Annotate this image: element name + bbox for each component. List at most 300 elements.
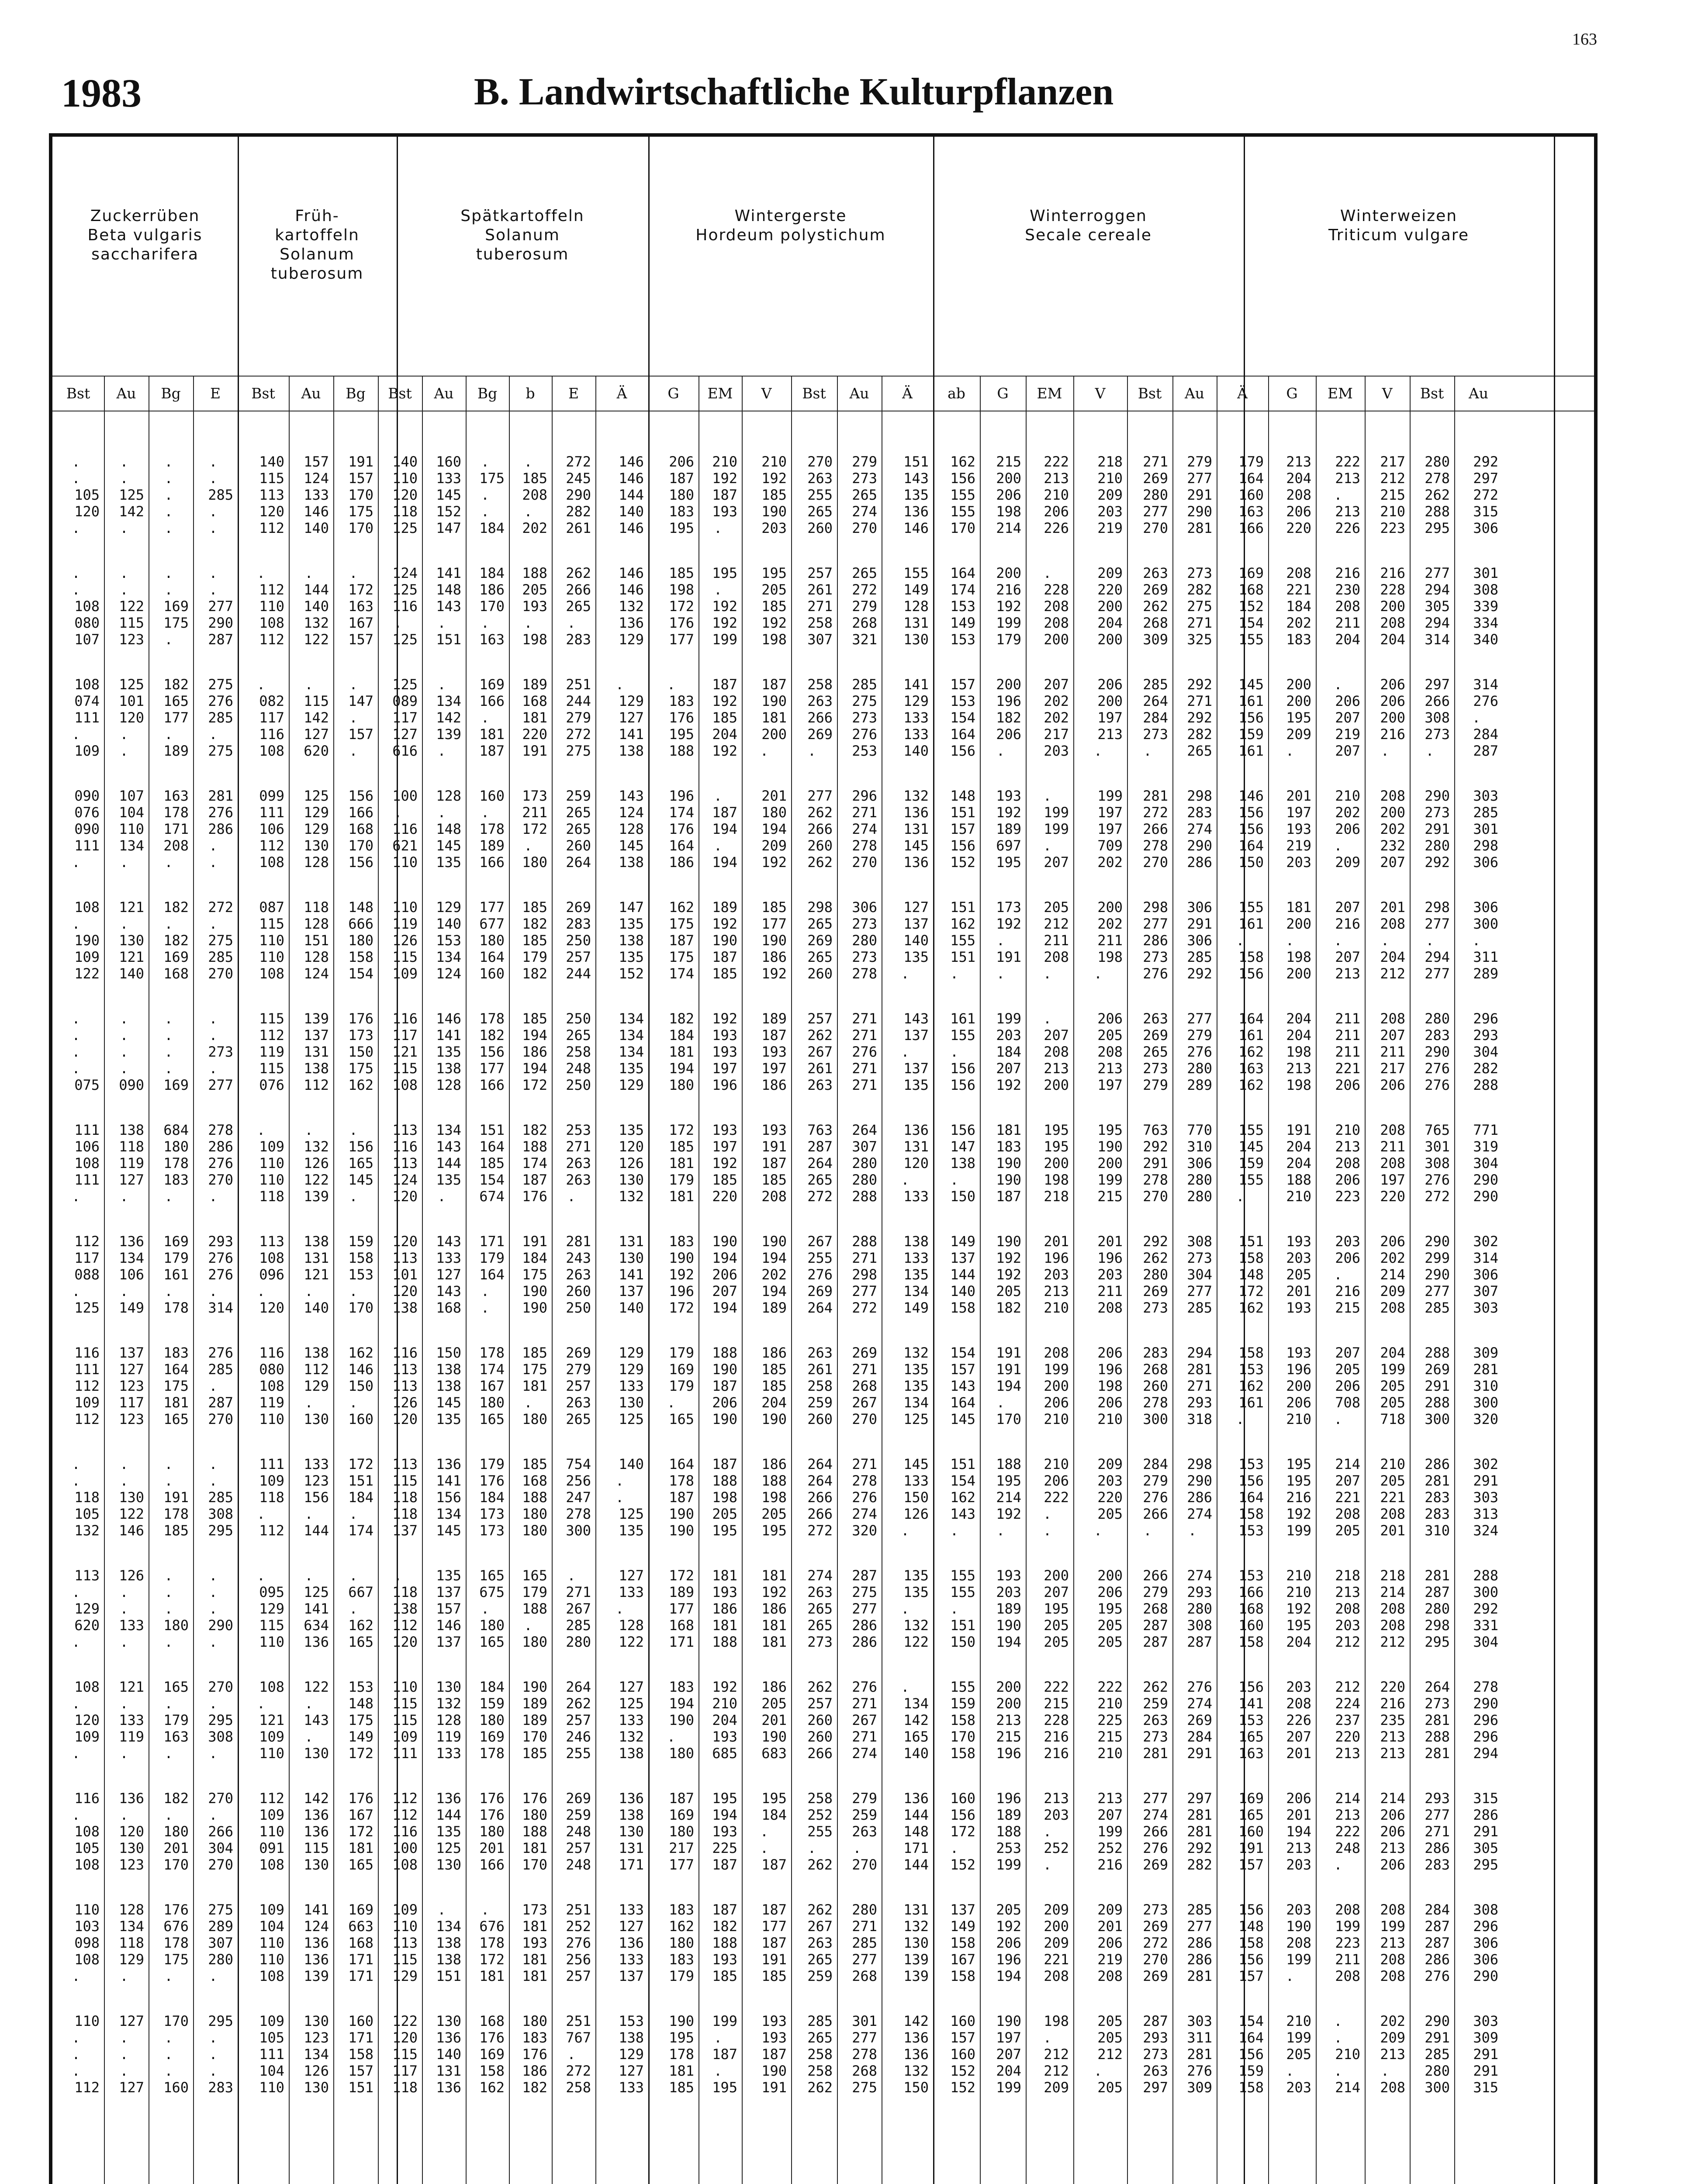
table-cell: 176	[522, 2046, 547, 2063]
table-cell: .	[72, 581, 80, 598]
table-cell: 188	[522, 1823, 547, 1840]
table-cell: 108	[74, 1155, 100, 1171]
table-cell: 250	[566, 1010, 591, 1027]
table-cell: 170	[950, 520, 975, 536]
table-cell: 206	[1097, 1344, 1123, 1361]
table-cell: 271	[852, 1361, 877, 1378]
table-cell: 270	[1143, 1188, 1168, 1205]
table-cell: 135	[619, 1522, 644, 1539]
table-cell: 192	[996, 1250, 1021, 1266]
table-cell: 190	[761, 1233, 787, 1250]
page-year: 1983	[61, 71, 142, 115]
table-cell: 195	[712, 2079, 737, 2096]
table-cell: 110	[259, 1823, 284, 1840]
table-cell: 203	[996, 1584, 1021, 1600]
table-cell: 180	[163, 1138, 189, 1155]
table-cell: 214	[1380, 1790, 1405, 1807]
table-cell: 199	[996, 615, 1021, 631]
table-cell: 210	[1286, 1411, 1311, 1427]
table-cell: 181	[522, 1378, 547, 1394]
table-cell: 285	[852, 676, 877, 693]
table-cell: .	[437, 804, 446, 821]
table-cell: 160	[479, 965, 505, 982]
table-cell: 120	[119, 1823, 144, 1840]
table-cell: 276	[208, 693, 233, 709]
table-cell: 206	[1044, 503, 1069, 520]
table-cell: 188	[712, 1472, 737, 1489]
table-cell: 291	[1425, 821, 1450, 837]
table-cell: 213	[1335, 965, 1360, 982]
table-cell: 162	[1238, 1378, 1264, 1394]
table-cell: .	[164, 453, 173, 470]
column-header: Au	[301, 384, 321, 402]
table-cell: .	[901, 1679, 909, 1695]
table-cell: 180	[761, 804, 787, 821]
table-cell: 208	[1380, 1506, 1405, 1522]
table-cell: 182	[163, 676, 189, 693]
table-cell: 216	[996, 581, 1021, 598]
table-cell: 213	[1335, 1807, 1360, 1823]
table-cell: 138	[436, 1361, 461, 1378]
table-cell: 269	[566, 1790, 591, 1807]
table-cell: 250	[566, 1299, 591, 1316]
table-cell: 272	[208, 899, 233, 916]
table-cell: 206	[1286, 1394, 1311, 1411]
table-cell: .	[164, 2046, 173, 2063]
table-cell: 169	[479, 1728, 505, 1745]
table-cell: 718	[1380, 1411, 1405, 1427]
table-cell: 208	[1380, 2079, 1405, 2096]
table-cell: 277	[1425, 916, 1450, 932]
table-cell: 244	[566, 693, 591, 709]
table-cell: .	[901, 1044, 909, 1060]
table-cell: 300	[1473, 1394, 1498, 1411]
table-cell: 193	[712, 1728, 737, 1745]
table-cell: .	[950, 1044, 959, 1060]
column-header: Bg	[346, 384, 366, 402]
table-cell: 272	[1425, 1188, 1450, 1205]
table-cell: 158	[950, 1745, 975, 1762]
table-cell: 271	[852, 1918, 877, 1935]
column-header: Au	[434, 384, 454, 402]
table-cell: 124	[436, 965, 461, 982]
table-cell: 134	[903, 1394, 929, 1411]
table-cell: 185	[522, 899, 547, 916]
table-cell: 160	[163, 2079, 189, 2096]
table-cell: 197	[712, 1060, 737, 1077]
column-header: Au	[1184, 384, 1205, 402]
table-cell: .	[164, 1060, 173, 1077]
table-cell: 158	[1238, 1935, 1264, 1951]
table-cell: 277	[1425, 1807, 1450, 1823]
table-cell: 207	[1097, 1807, 1123, 1823]
group-title: Wintergerste Hordeum polystichum	[695, 207, 886, 244]
table-cell: 266	[1425, 693, 1450, 709]
table-cell: 195	[1286, 1456, 1311, 1472]
table-cell: 194	[712, 854, 737, 871]
table-cell: 200	[1097, 1567, 1123, 1584]
table-cell: 135	[903, 949, 929, 965]
table-cell: 112	[304, 1361, 329, 1378]
table-cell: .	[164, 1567, 173, 1584]
table-cell: 219	[1097, 1951, 1123, 1968]
table-cell: 204	[712, 726, 737, 743]
table-cell: 306	[1187, 1155, 1212, 1171]
table-cell: 305	[1473, 1840, 1498, 1856]
table-cell: 209	[1097, 1901, 1123, 1918]
table-cell: 176	[348, 1790, 373, 1807]
table-cell: 206	[1286, 503, 1311, 520]
table-cell: 269	[1143, 581, 1168, 598]
table-cell: 202	[1335, 804, 1360, 821]
table-cell: 164	[1238, 1489, 1264, 1506]
table-cell: .	[164, 1472, 173, 1489]
table-cell: 167	[950, 1951, 975, 1968]
table-cell: 168	[163, 965, 189, 982]
table-cell: 271	[566, 1584, 591, 1600]
table-cell: 158	[348, 1250, 373, 1266]
table-cell: 192	[712, 693, 737, 709]
table-cell: 191	[522, 1233, 547, 1250]
table-cell: .	[209, 503, 218, 520]
table-cell: 288	[1425, 1394, 1450, 1411]
table-cell: 285	[1187, 1901, 1212, 1918]
table-cell: 120	[259, 503, 284, 520]
table-cell: .	[209, 1060, 218, 1077]
table-cell: 133	[119, 1712, 144, 1728]
table-cell: 278	[1143, 1394, 1168, 1411]
table-cell: 211	[1335, 615, 1360, 631]
table-cell: 292	[1143, 1138, 1168, 1155]
table-cell: 090	[74, 788, 100, 804]
table-cell: 246	[566, 1728, 591, 1745]
table-cell: 770	[1187, 1122, 1212, 1138]
table-cell: 263	[807, 1584, 833, 1600]
table-cell: 274	[1187, 1506, 1212, 1522]
table-cell: 215	[1335, 1299, 1360, 1316]
table-cell: 180	[522, 1506, 547, 1522]
table-cell: 185	[761, 1968, 787, 1984]
table-cell: 124	[392, 1171, 418, 1188]
table-cell: 157	[1238, 1856, 1264, 1873]
table-cell: 144	[304, 1522, 329, 1539]
table-cell: 148	[348, 899, 373, 916]
table-cell: 190	[669, 2013, 694, 2029]
table-cell: 260	[807, 837, 833, 854]
table-cell: 270	[1143, 520, 1168, 536]
table-cell: 151	[348, 2079, 373, 2096]
table-cell: 211	[1335, 1010, 1360, 1027]
table-cell: 207	[1286, 1728, 1311, 1745]
table-cell: 183	[996, 1138, 1021, 1155]
table-cell: 136	[903, 503, 929, 520]
table-cell: 146	[619, 470, 644, 487]
table-cell: 193	[1286, 1299, 1311, 1316]
table-cell: 217	[1380, 453, 1405, 470]
table-cell: 324	[1473, 1522, 1498, 1539]
table-cell: 113	[392, 1361, 418, 1378]
table-cell: 174	[950, 581, 975, 598]
table-cell: 111	[74, 709, 100, 726]
table-cell: 179	[996, 631, 1021, 648]
table-cell: 121	[304, 1266, 329, 1283]
table-cell: 118	[392, 2079, 418, 2096]
table-cell: 192	[712, 1155, 737, 1171]
table-cell: .	[437, 1901, 446, 1918]
table-cell: .	[209, 470, 218, 487]
column-header: G	[1286, 384, 1298, 402]
table-cell: 205	[996, 1901, 1021, 1918]
table-cell: 277	[1425, 565, 1450, 581]
table-cell: 283	[1425, 1856, 1450, 1873]
table-cell: 273	[807, 1634, 833, 1650]
table-cell: 148	[903, 1823, 929, 1840]
table-cell: 137	[903, 1027, 929, 1044]
table-cell: 161	[1238, 693, 1264, 709]
table-cell: 120	[392, 1283, 418, 1299]
table-cell: 204	[1286, 1155, 1311, 1171]
table-cell: 223	[1335, 1188, 1360, 1205]
table-cell: .	[481, 1299, 490, 1316]
table-cell: 164	[950, 726, 975, 743]
table-cell: 188	[996, 1823, 1021, 1840]
table-cell: 275	[566, 743, 591, 759]
table-cell: 116	[392, 1138, 418, 1155]
table-cell: 178	[163, 804, 189, 821]
table-cell: 160	[1238, 487, 1264, 503]
table-cell: 156	[950, 837, 975, 854]
table-cell: 318	[1187, 1411, 1212, 1427]
table-cell: .	[120, 1027, 128, 1044]
table-cell: 123	[119, 1856, 144, 1873]
table-cell: .	[1043, 565, 1052, 581]
table-cell: 172	[1238, 1283, 1264, 1299]
table-cell: .	[481, 1901, 490, 1918]
table-cell: 182	[522, 965, 547, 982]
table-cell: 311	[1187, 2029, 1212, 2046]
column-header: Bst	[1420, 384, 1444, 402]
table-cell: 277	[1187, 1283, 1212, 1299]
table-cell: 096	[259, 1266, 284, 1283]
table-cell: 125	[619, 1695, 644, 1712]
table-cell: 170	[348, 487, 373, 503]
table-cell: 136	[903, 1122, 929, 1138]
table-cell: .	[524, 503, 533, 520]
table-cell: 222	[1335, 453, 1360, 470]
table-cell: 190	[712, 1361, 737, 1378]
table-cell: 127	[119, 1361, 144, 1378]
table-cell: 116	[392, 1344, 418, 1361]
table-cell: 196	[669, 1283, 694, 1299]
table-cell: .	[209, 581, 218, 598]
table-cell: 213	[1097, 1790, 1123, 1807]
table-cell: 280	[1187, 1171, 1212, 1188]
table-cell: 192	[996, 804, 1021, 821]
table-cell: 116	[392, 821, 418, 837]
table-cell: 144	[903, 1856, 929, 1873]
table-cell: 185	[712, 1171, 737, 1188]
table-cell: 206	[1335, 1378, 1360, 1394]
table-cell: 121	[392, 1044, 418, 1060]
table-cell: .	[120, 1634, 128, 1650]
table-cell: 212	[1380, 470, 1405, 487]
table-cell: .	[72, 1060, 80, 1077]
table-cell: 126	[304, 2063, 329, 2079]
table-cell: 113	[392, 1935, 418, 1951]
table-cell: 120	[259, 1299, 284, 1316]
table-cell: 122	[74, 965, 100, 982]
table-cell: 185	[522, 1456, 547, 1472]
table-cell: 196	[1097, 1250, 1123, 1266]
table-cell: 301	[852, 2013, 877, 2029]
table-cell: 273	[1143, 949, 1168, 965]
table-cell: 185	[761, 1171, 787, 1188]
table-cell: 283	[1425, 1489, 1450, 1506]
table-cell: 157	[950, 821, 975, 837]
table-cell: 151	[950, 949, 975, 965]
table-cell: 270	[1143, 854, 1168, 871]
table-cell: 307	[807, 631, 833, 648]
table-cell: 122	[304, 631, 329, 648]
table-cell: .	[393, 804, 402, 821]
table-cell: 116	[259, 726, 284, 743]
table-cell: .	[120, 1010, 128, 1027]
table-cell: 130	[619, 1250, 644, 1266]
table-cell: .	[304, 1695, 313, 1712]
table-cell: 273	[1143, 2046, 1168, 2063]
table-cell: 153	[436, 932, 461, 949]
table-cell: 288	[1425, 1728, 1450, 1745]
table-cell: 190	[761, 693, 787, 709]
table-cell: 284	[1143, 1456, 1168, 1472]
table-cell: 158	[1238, 1634, 1264, 1650]
table-cell: 265	[807, 1617, 833, 1634]
table-cell: 281	[1143, 1745, 1168, 1762]
table-cell: .	[901, 1522, 909, 1539]
table-cell: 257	[566, 1840, 591, 1856]
table-cell: 205	[1097, 2079, 1123, 2096]
table-cell: 259	[807, 1394, 833, 1411]
table-cell: .	[304, 676, 313, 693]
table-cell: 198	[761, 631, 787, 648]
table-cell: 263	[1143, 1010, 1168, 1027]
table-cell: 166	[1238, 520, 1264, 536]
table-cell: 139	[304, 1188, 329, 1205]
table-cell: 208	[1380, 1299, 1405, 1316]
table-cell: 113	[74, 1567, 100, 1584]
table-cell: 258	[566, 1044, 591, 1060]
table-cell: 286	[1425, 1840, 1450, 1856]
table-cell: 080	[259, 1361, 284, 1378]
table-cell: 184	[996, 1044, 1021, 1060]
table-cell: .	[72, 1456, 80, 1472]
column-header: Bst	[388, 384, 412, 402]
table-cell: .	[209, 854, 218, 871]
table-cell: 125	[903, 1411, 929, 1427]
table-cell: 135	[619, 916, 644, 932]
table-cell: 135	[903, 1378, 929, 1394]
table-cell: 208	[1097, 1044, 1123, 1060]
table-cell: 208	[1380, 1951, 1405, 1968]
table-cell: 290	[1473, 1188, 1498, 1205]
table-cell: 106	[74, 1138, 100, 1155]
table-cell: 252	[807, 1807, 833, 1823]
table-cell: 272	[1473, 487, 1498, 503]
table-cell: 206	[996, 726, 1021, 743]
table-cell: 137	[903, 916, 929, 932]
table-cell: 187	[669, 1790, 694, 1807]
table-cell: 128	[619, 821, 644, 837]
table-cell: 214	[1335, 1456, 1360, 1472]
table-cell: 298	[1473, 837, 1498, 854]
table-cell: 159	[1238, 2063, 1264, 2079]
table-cell: .	[950, 1840, 959, 1856]
table-cell: 108	[259, 1378, 284, 1394]
table-cell: 136	[619, 1935, 644, 1951]
table-cell: 243	[566, 1250, 591, 1266]
table-cell: .	[1285, 2063, 1294, 2079]
table-cell: 259	[566, 1807, 591, 1823]
table-cell: 295	[208, 2013, 233, 2029]
table-cell: 213	[1044, 1790, 1069, 1807]
table-cell: 220	[1097, 1489, 1123, 1506]
table-cell: 219	[1335, 726, 1360, 743]
table-cell: 214	[1380, 1584, 1405, 1600]
table-cell: .	[164, 487, 173, 503]
table-cell: 198	[1044, 1171, 1069, 1188]
table-cell: 199	[996, 1010, 1021, 1027]
table-cell: 209	[1097, 565, 1123, 581]
table-cell: 146	[348, 1361, 373, 1378]
table-cell: 179	[669, 1968, 694, 1984]
table-cell: 176	[669, 709, 694, 726]
table-cell: 271	[852, 804, 877, 821]
table-cell: 074	[74, 693, 100, 709]
table-cell: 192	[712, 1679, 737, 1695]
table-cell: 262	[566, 565, 591, 581]
table-cell: 276	[1425, 1171, 1450, 1188]
table-cell: 271	[852, 1077, 877, 1093]
table-cell: 156	[348, 788, 373, 804]
table-cell: 129	[304, 821, 329, 837]
table-cell: .	[164, 916, 173, 932]
table-cell: 260	[807, 965, 833, 982]
table-cell: 308	[1425, 1155, 1450, 1171]
table-cell: 277	[1143, 503, 1168, 520]
table-cell: .	[209, 453, 218, 470]
table-cell: 203	[1044, 1807, 1069, 1823]
table-cell: 135	[436, 1044, 461, 1060]
table-cell: 212	[1044, 916, 1069, 932]
table-cell: 188	[522, 1138, 547, 1155]
table-cell: 208	[1097, 1299, 1123, 1316]
table-cell: 129	[619, 693, 644, 709]
table-cell: 266	[1143, 1823, 1168, 1840]
table-cell: 262	[807, 1901, 833, 1918]
table-cell: 301	[1425, 1138, 1450, 1155]
table-cell: 146	[903, 520, 929, 536]
table-cell: 140	[903, 1745, 929, 1762]
table-cell: 136	[903, 1790, 929, 1807]
table-cell: 183	[669, 1901, 694, 1918]
table-cell: 208	[163, 837, 189, 854]
table-cell: 167	[348, 1807, 373, 1823]
table-cell: 255	[807, 1823, 833, 1840]
table-cell: 181	[761, 1567, 787, 1584]
table-cell: 271	[1143, 453, 1168, 470]
table-cell: 121	[119, 949, 144, 965]
table-cell: 274	[852, 1745, 877, 1762]
